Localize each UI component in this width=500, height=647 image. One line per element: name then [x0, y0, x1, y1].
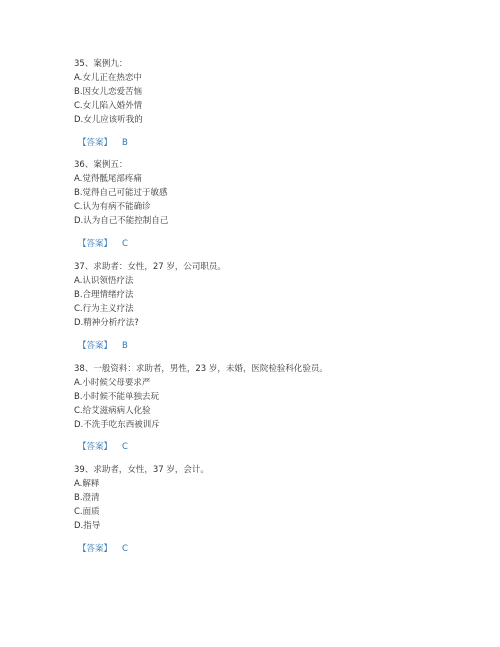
- question-35: [74, 57, 454, 127]
- answer-label: 【答案】: [78, 341, 113, 351]
- answer-35: [78, 137, 128, 149]
- answer-value: C: [122, 239, 128, 249]
- answer-value: B: [122, 341, 128, 351]
- question-38: [74, 362, 454, 432]
- question-stem: 39、求助者，女性，37 岁，会计。: [74, 465, 209, 475]
- option-a: A.女儿正在热恋中: [74, 73, 142, 83]
- option-d: D.女儿应该听我的: [74, 115, 143, 125]
- option-c: C.给艾滋病病人化验: [74, 406, 151, 416]
- question-37: [74, 260, 454, 330]
- option-d: D.认为自己不能控制自己: [74, 216, 169, 226]
- answer-label: 【答案】: [78, 239, 113, 249]
- answer-value: C: [122, 442, 128, 452]
- option-a: A.觉得骶尾部疼痛: [74, 174, 142, 184]
- option-a: A.小时候父母要求严: [74, 378, 151, 388]
- option-d: D.不洗手吃东西被训斥: [74, 420, 160, 430]
- answer-37: [78, 340, 128, 352]
- answer-value: C: [122, 544, 128, 554]
- answer-label: 【答案】: [78, 138, 113, 148]
- question-stem: 36、案例五：: [74, 160, 128, 170]
- option-c: C.行为主义疗法: [74, 304, 134, 314]
- option-c: C.认为有病不能确诊: [74, 202, 151, 212]
- option-d: D.精神分析疗法?: [74, 318, 139, 328]
- option-b: B.小时候不能单独去玩: [74, 392, 160, 402]
- option-b: B.澄清: [74, 493, 100, 503]
- answer-label: 【答案】: [78, 442, 113, 452]
- option-d: D.指导: [74, 521, 101, 531]
- answer-36: [78, 238, 128, 250]
- answer-value: B: [122, 138, 128, 148]
- option-a: A.认识领悟疗法: [74, 276, 134, 286]
- option-c: C.面质: [74, 507, 100, 517]
- answer-38: [78, 441, 128, 453]
- option-a: A.解释: [74, 479, 100, 489]
- option-c: C.女儿陷入婚外情: [74, 101, 143, 111]
- question-stem: 35、案例九：: [74, 59, 128, 69]
- option-b: B.觉得自己可能过于敏感: [74, 188, 168, 198]
- question-stem: 37、求助者：女性，27 岁，公司职员。: [74, 262, 226, 272]
- answer-39: [78, 543, 128, 555]
- question-39: [74, 463, 454, 533]
- question-36: [74, 158, 454, 228]
- answer-label: 【答案】: [78, 544, 113, 554]
- option-b: B.因女儿恋爱苦恼: [74, 87, 143, 97]
- question-stem: 38、一般资料：求助者，男性，23 岁，未婚，医院检验科化验员。: [74, 364, 328, 374]
- option-b: B.合理情绪疗法: [74, 290, 134, 300]
